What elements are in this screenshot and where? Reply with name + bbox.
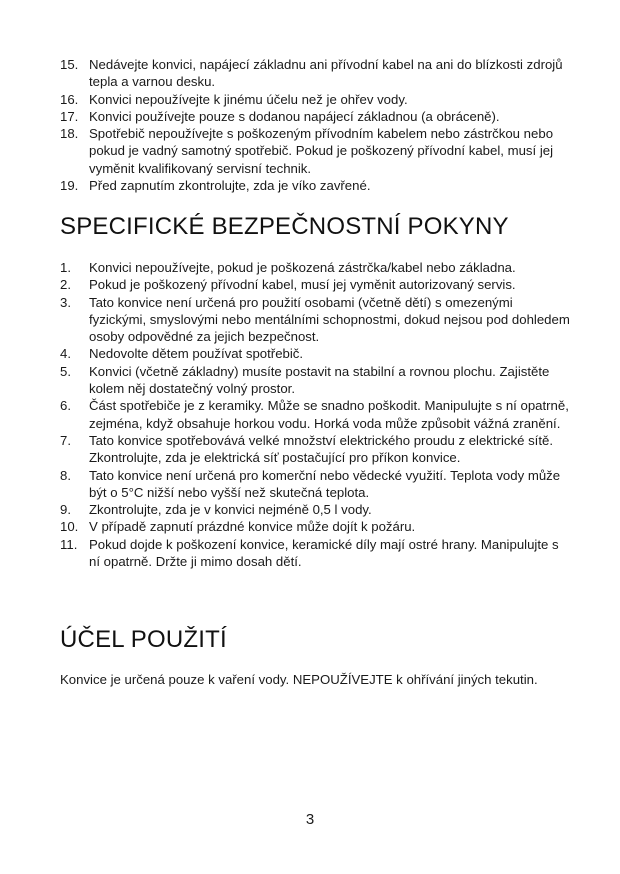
list-item <box>60 108 570 125</box>
section-title-specific-safety: SPECIFICKÉ BEZPEČNOSTNÍ POKYNY <box>60 213 509 240</box>
item-text: Konvici nepoužívejte k jinému účelu než je ohřev vody. <box>89 91 408 107</box>
item-text: Zkontrolujte, zda je v konvici nejméně 0,5 l vody. <box>89 502 372 518</box>
item-text: Nedávejte konvici, napájecí základnu ani přívodní kabel na ani do blízkosti zdrojů tepla a varnou desku. <box>89 57 563 90</box>
item-number: 16. <box>60 91 79 107</box>
item-number: 6. <box>60 398 71 414</box>
list-item <box>60 125 570 177</box>
item-text: Tato konvice není určená pro komerční nebo vědecké využití. Teplota vody může být o 5°C nižší nebo vyšší než skutečná teplota. <box>89 467 561 500</box>
list-item <box>60 397 570 432</box>
item-number: 2. <box>60 277 71 293</box>
intended-use-text: Konvice je určená pouze k vaření vody. NEPOUŽÍVEJTE k ohřívání jiných tekutin. <box>60 672 538 687</box>
list-item <box>60 276 570 293</box>
item-text: Tato konvice spotřebovává velké množství elektrického proudu z elektrické sítě. Zkontrolujte, zda je elektrická síť postačující pro příkon konvice. <box>89 432 553 466</box>
item-text: Spotřebič nepoužívejte s poškozeným přívodním kabelem nebo zástrčkou nebo pokud je vadný samotný spotřebič. Pokud je poškozený přívodní kabel, musí jej vyměnit kvalifikovaný servisní technik. <box>89 126 554 176</box>
list-item <box>60 259 570 276</box>
item-text: Pokud dojde k poškození konvice, keramické díly mají ostré hrany. Manipulujte s ní opatrně. Držte ji mimo dosah dětí. <box>89 536 559 570</box>
list-item <box>60 432 570 467</box>
item-number: 19. <box>60 178 79 194</box>
item-number: 1. <box>60 260 71 275</box>
list-item <box>60 518 570 535</box>
list-item <box>60 177 570 194</box>
item-number: 5. <box>60 363 71 379</box>
specific-safety-list <box>60 259 570 570</box>
item-text: Tato konvice není určená pro použití osobami (včetně dětí) s omezenými fyzickými, smyslovými nebo mentálními schopnostmi, dokud nejsou pod dohledem osoby odpovědné za jejich bezpečnost. <box>89 294 570 345</box>
item-number: 8. <box>60 467 71 483</box>
list-item <box>60 294 570 346</box>
item-text: Před zapnutím zkontrolujte, zda je víko zavřené. <box>89 178 371 194</box>
list-item <box>60 91 570 108</box>
page-number: 3 <box>305 811 315 828</box>
item-number: 18. <box>60 126 79 142</box>
item-text: Nedovolte dětem používat spotřebič. <box>89 346 304 362</box>
item-text: Konvici nepoužívejte, pokud je poškozená zástrčka/kabel nebo základna. <box>89 260 516 275</box>
section-title-intended-use: ÚČEL POUŽITÍ <box>60 626 227 653</box>
item-number: 9. <box>60 502 71 518</box>
list-item <box>60 536 570 571</box>
item-number: 7. <box>60 432 71 448</box>
item-number: 15. <box>60 57 79 72</box>
list-item <box>60 56 570 91</box>
item-number: 17. <box>60 108 79 124</box>
list-item <box>60 363 570 398</box>
list-item <box>60 467 570 502</box>
item-number: 3. <box>60 294 71 310</box>
item-number: 11. <box>60 536 78 552</box>
item-text: Část spotřebiče je z keramiky. Může se snadno poškodit. Manipulujte s ní opatrně, zejména, když obsahuje horkou vodu. Horká voda může způsobit vážná zranění. <box>89 398 569 431</box>
item-text: Konvici používejte pouze s dodanou napájecí základnou (a obráceně). <box>89 108 500 124</box>
list-item <box>60 345 570 362</box>
item-text: V případě zapnutí prázdné konvice může dojít k požáru. <box>89 519 416 535</box>
item-text: Pokud je poškozený přívodní kabel, musí jej vyměnit autorizovaný servis. <box>89 277 516 293</box>
item-number: 4. <box>60 346 71 362</box>
item-number: 10. <box>60 519 79 535</box>
safety-list-continued <box>60 56 570 194</box>
list-item <box>60 501 570 518</box>
item-text: Konvici (včetně základny) musíte postavit na stabilní a rovnou plochu. Zajistěte kolem něj dostatečný volný prostor. <box>89 363 550 397</box>
